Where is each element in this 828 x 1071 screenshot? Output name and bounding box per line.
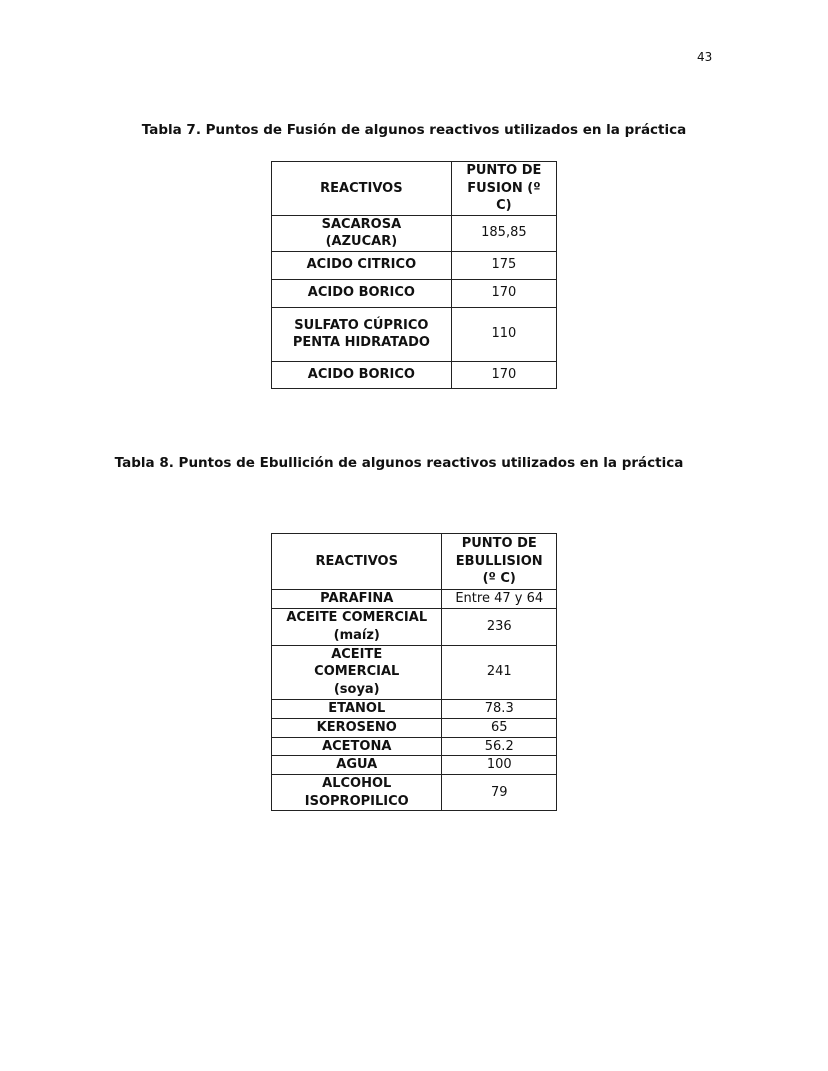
header-cell: REACTIVOS bbox=[272, 162, 452, 216]
value-cell: 110 bbox=[451, 307, 556, 361]
reactivo-cell: ETANOL bbox=[272, 699, 442, 718]
table-row bbox=[272, 645, 557, 699]
table8-caption: Tabla 8. Puntos de Ebullición de algunos reactivos utilizados en la práctica bbox=[114, 455, 684, 471]
value-cell: 236 bbox=[442, 608, 557, 645]
table-header-row bbox=[272, 162, 557, 216]
reactivo-cell: PARAFINA bbox=[272, 590, 442, 609]
value-cell: 79 bbox=[442, 775, 557, 811]
reactivo-cell: ACETONA bbox=[272, 737, 442, 756]
table8-boiling-points bbox=[271, 533, 557, 811]
header-cell: PUNTO DE FUSION (º C) bbox=[451, 162, 556, 216]
reactivo-cell: SULFATO CÚPRICO PENTA HIDRATADO bbox=[272, 307, 452, 361]
table-row bbox=[272, 756, 557, 775]
table-row bbox=[272, 737, 557, 756]
table-row bbox=[272, 215, 557, 251]
reactivo-cell: ACIDO BORICO bbox=[272, 361, 452, 388]
value-cell: 175 bbox=[451, 251, 556, 279]
table-row bbox=[272, 279, 557, 307]
table-header-row bbox=[272, 534, 557, 590]
value-cell: 241 bbox=[442, 645, 557, 699]
value-cell: 78.3 bbox=[442, 699, 557, 718]
table-row bbox=[272, 775, 557, 811]
reactivo-cell: ACEITE COMERCIAL (maíz) bbox=[272, 608, 442, 645]
page-number: 43 bbox=[697, 50, 713, 64]
value-cell: 170 bbox=[451, 361, 556, 388]
value-cell: 170 bbox=[451, 279, 556, 307]
reactivo-cell: ACIDO CITRICO bbox=[272, 251, 452, 279]
table-row bbox=[272, 590, 557, 609]
value-cell: 100 bbox=[442, 756, 557, 775]
table7-caption: Tabla 7. Puntos de Fusión de algunos reactivos utilizados en la práctica bbox=[141, 122, 687, 138]
header-cell: PUNTO DE EBULLISION (º C) bbox=[442, 534, 557, 590]
header-cell: REACTIVOS bbox=[272, 534, 442, 590]
value-cell: 185,85 bbox=[451, 215, 556, 251]
table-row bbox=[272, 608, 557, 645]
reactivo-cell: KEROSENO bbox=[272, 718, 442, 737]
value-cell: 56.2 bbox=[442, 737, 557, 756]
table-row bbox=[272, 699, 557, 718]
value-cell: 65 bbox=[442, 718, 557, 737]
table-row bbox=[272, 718, 557, 737]
table7-melting-points bbox=[271, 161, 557, 389]
reactivo-cell: ACEITE COMERCIAL (soya) bbox=[272, 645, 442, 699]
table-row bbox=[272, 251, 557, 279]
table-row bbox=[272, 307, 557, 361]
table-row bbox=[272, 361, 557, 388]
reactivo-cell: ACIDO BORICO bbox=[272, 279, 452, 307]
reactivo-cell: ALCOHOL ISOPROPILICO bbox=[272, 775, 442, 811]
value-cell: Entre 47 y 64 bbox=[442, 590, 557, 609]
reactivo-cell: AGUA bbox=[272, 756, 442, 775]
reactivo-cell: SACAROSA (AZUCAR) bbox=[272, 215, 452, 251]
